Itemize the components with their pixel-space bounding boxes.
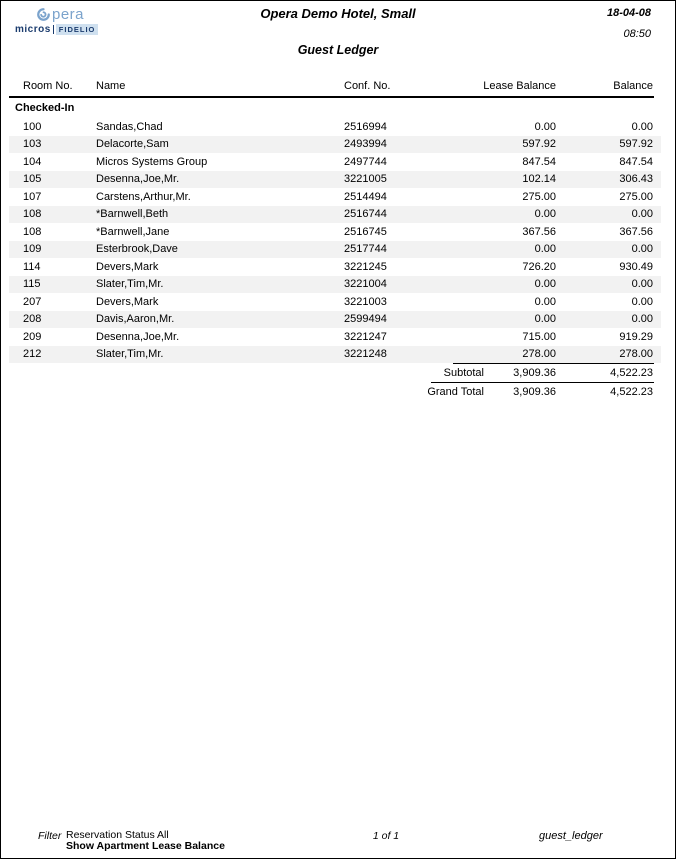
cell-name: Sandas,Chad	[96, 120, 163, 133]
cell-room: 100	[23, 120, 42, 133]
page-indicator: 1 of 1	[372, 830, 400, 842]
cell-lease: 726.20	[522, 260, 556, 273]
grand-total-lease-value: 3,909.36	[513, 385, 556, 398]
table-row	[9, 258, 661, 276]
cell-lease: 847.54	[522, 155, 556, 168]
cell-name: Devers,Mark	[96, 295, 159, 308]
micros-logo-text: micros	[15, 24, 51, 35]
footer-filter-label: Filter	[38, 830, 62, 842]
cell-room: 212	[23, 348, 42, 361]
micros-fidelio-wordmark	[15, 24, 105, 35]
grand-total-label: Grand Total	[427, 385, 484, 398]
cell-balance: 0.00	[631, 278, 653, 291]
grand-total-balance-value: 4,522.23	[610, 385, 653, 398]
hotel-title: Opera Demo Hotel, Small	[260, 6, 416, 21]
cell-balance: 930.49	[619, 260, 653, 273]
cell-name: Slater,Tim,Mr.	[96, 348, 164, 361]
cell-name: *Barnwell,Beth	[96, 208, 169, 221]
cell-name: Slater,Tim,Mr.	[96, 278, 164, 291]
column-header-room-no: Room No.	[23, 80, 73, 92]
cell-name: *Barnwell,Jane	[96, 225, 170, 238]
cell-lease: 275.00	[522, 190, 556, 203]
cell-lease: 367.56	[522, 225, 556, 238]
cell-room: 208	[23, 313, 42, 326]
column-header-name: Name	[96, 80, 126, 92]
table-row	[9, 136, 661, 154]
footer-filter-line1: Reservation Status All	[66, 829, 169, 841]
report-title: Guest Ledger	[297, 43, 379, 57]
subtotal-label: Subtotal	[443, 366, 484, 379]
cell-conf: 2516744	[344, 208, 387, 221]
column-header-lease-balance: Lease Balance	[483, 80, 556, 92]
table-row	[9, 293, 661, 311]
table-row	[9, 171, 661, 189]
cell-conf: 2497744	[344, 155, 387, 168]
cell-balance: 597.92	[619, 138, 653, 151]
cell-name: Devers,Mark	[96, 260, 159, 273]
cell-room: 209	[23, 330, 42, 343]
cell-name: Desenna,Joe,Mr.	[96, 330, 180, 343]
cell-lease: 0.00	[534, 120, 556, 133]
cell-conf: 2514494	[344, 190, 387, 203]
cell-conf: 3221004	[344, 278, 387, 291]
cell-conf: 2493994	[344, 138, 387, 151]
report-time: 08:50	[623, 28, 651, 40]
cell-lease: 0.00	[534, 295, 556, 308]
cell-balance: 0.00	[631, 313, 653, 326]
table-row	[9, 188, 661, 206]
cell-balance: 0.00	[631, 243, 653, 256]
cell-room: 114	[23, 260, 41, 273]
table-body	[9, 118, 661, 363]
cell-balance: 847.54	[619, 155, 653, 168]
report-date: 18-04-08	[606, 7, 651, 19]
opera-logo-text: pera	[51, 6, 85, 23]
cell-name: Carstens,Arthur,Mr.	[96, 190, 191, 203]
cell-lease: 0.00	[534, 278, 556, 291]
cell-name: Desenna,Joe,Mr.	[96, 173, 180, 186]
cell-lease: 278.00	[522, 348, 556, 361]
cell-lease: 715.00	[522, 330, 556, 343]
header-rule	[9, 96, 654, 98]
grand-total-row	[9, 383, 661, 400]
cell-room: 109	[23, 243, 42, 256]
cell-name: Delacorte,Sam	[96, 138, 169, 151]
table-row	[9, 223, 661, 241]
table-row	[9, 206, 661, 224]
cell-balance: 0.00	[631, 120, 653, 133]
cell-conf: 2516994	[344, 120, 387, 133]
cell-balance: 367.56	[619, 225, 653, 238]
cell-balance: 0.00	[631, 208, 653, 221]
table-row	[9, 153, 661, 171]
report-file-name: guest_ledger	[539, 830, 603, 842]
cell-lease: 0.00	[534, 243, 556, 256]
cell-room: 108	[23, 208, 42, 221]
cell-conf: 3221003	[344, 295, 387, 308]
cell-conf: 2516745	[344, 225, 387, 238]
cell-room: 115	[23, 278, 41, 291]
subtotal-balance-value: 4,522.23	[610, 366, 653, 379]
table-header-row	[9, 80, 661, 92]
cell-name: Micros Systems Group	[96, 155, 208, 168]
cell-balance: 0.00	[631, 295, 653, 308]
cell-room: 107	[23, 190, 42, 203]
cell-lease: 0.00	[534, 208, 556, 221]
table-row	[9, 328, 661, 346]
table-row	[9, 346, 661, 364]
cell-conf: 2599494	[344, 313, 387, 326]
cell-room: 108	[23, 225, 42, 238]
cell-room: 207	[23, 295, 42, 308]
subtotal-row	[9, 364, 661, 381]
footer-filter-values	[66, 830, 225, 852]
table-row	[9, 311, 661, 329]
cell-lease: 102.14	[522, 173, 556, 186]
cell-name: Esterbrook,Dave	[96, 243, 178, 256]
cell-room: 104	[23, 155, 42, 168]
cell-conf: 3221245	[344, 260, 387, 273]
cell-balance: 306.43	[619, 173, 653, 186]
logo-separator	[53, 25, 54, 34]
cell-name: Davis,Aaron,Mr.	[96, 313, 175, 326]
cell-conf: 3221248	[344, 348, 387, 361]
table-row	[9, 276, 661, 294]
cell-balance: 275.00	[619, 190, 653, 203]
column-header-balance: Balance	[613, 80, 653, 92]
cell-room: 103	[23, 138, 42, 151]
column-header-conf-no: Conf. No.	[344, 80, 391, 92]
cell-room: 105	[23, 173, 42, 186]
subtotal-lease-value: 3,909.36	[513, 366, 556, 379]
cell-conf: 3221005	[344, 173, 387, 186]
cell-conf: 3221247	[344, 330, 387, 343]
table-row	[9, 241, 661, 259]
cell-conf: 2517744	[344, 243, 387, 256]
cell-balance: 278.00	[619, 348, 653, 361]
footer-filter-line2: Show Apartment Lease Balance	[66, 840, 225, 852]
fidelio-logo-text: FIDELIO	[56, 24, 99, 35]
table-row	[9, 118, 661, 136]
cell-lease: 597.92	[522, 138, 556, 151]
section-label-checked-in: Checked-In	[15, 102, 75, 114]
cell-lease: 0.00	[534, 313, 556, 326]
cell-balance: 919.29	[619, 330, 653, 343]
